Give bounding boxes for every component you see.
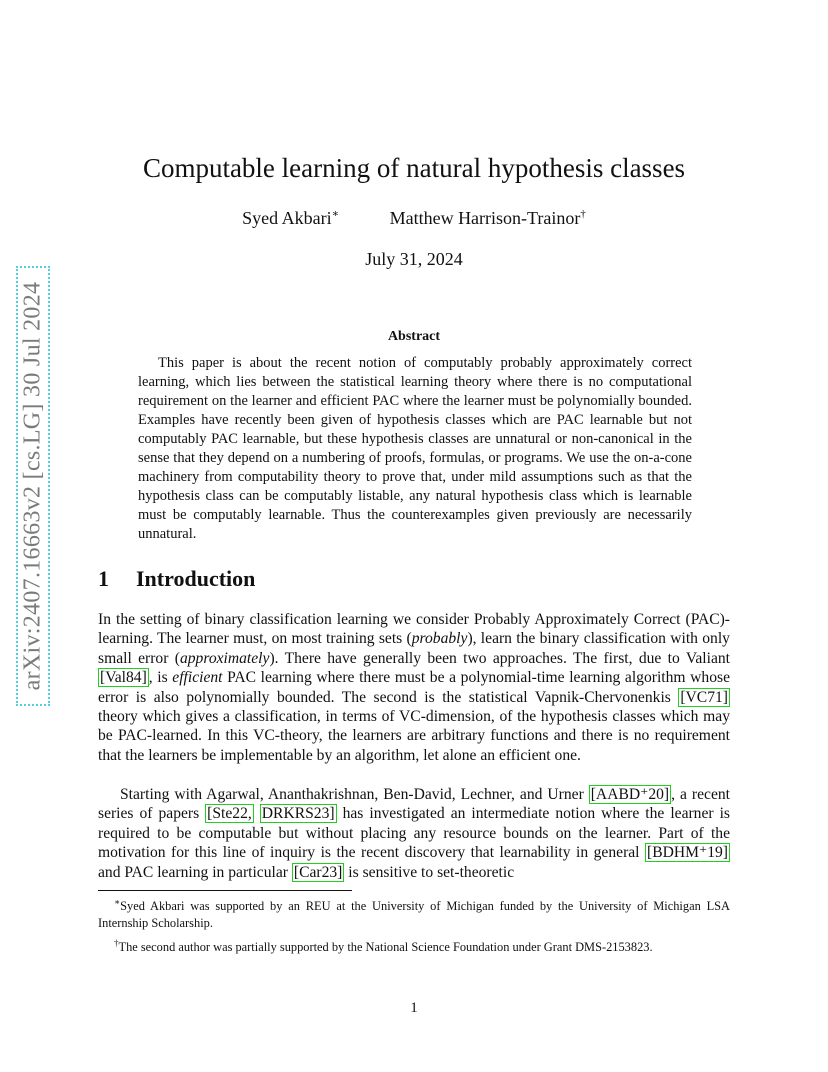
emphasis-efficient: efficient xyxy=(172,669,223,687)
text-run: is sensitive to set-theoretic xyxy=(344,863,515,881)
text-run: theory which gives a classification, in terms of VC-dimension, of the hypothesis classes which may be PAC-learned. In this VC-theory, the learners are arbitrary functions and there is no requirement that the learners be implementable by an algorithm, let alone an efficient one. xyxy=(98,708,730,764)
emphasis-probably: probably xyxy=(411,630,468,648)
text-run: ). There have generally been two approaches. The first, due to Valiant xyxy=(269,649,730,667)
section-title: Introduction xyxy=(136,566,256,591)
footnote-2 xyxy=(98,935,730,956)
text-run: , a recent series of papers xyxy=(98,786,730,823)
intro-paragraph-2 xyxy=(98,785,730,882)
footnote-mark: ∗ xyxy=(114,897,121,907)
text-run: , is xyxy=(148,669,173,687)
text-run: In the setting of binary classification learning we consider Probably Approximately Correct (PAC)-learning. The learner must, on most training sets ( xyxy=(98,611,730,648)
citation-link-drkrs23[interactable]: DRKRS23] xyxy=(261,805,335,823)
text-run: Starting with Agarwal, Ananthakrishnan, Ben-David, Lechner, and Urner xyxy=(120,786,589,803)
footnote-marker[interactable]: † xyxy=(580,208,586,220)
citation-link-car23[interactable]: [Car23] xyxy=(293,863,343,881)
citation-link-aabd20[interactable]: [AABD⁺20] xyxy=(590,786,670,803)
author-1 xyxy=(242,207,339,229)
abstract-heading: Abstract xyxy=(387,329,441,344)
paper-date: July 31, 2024 xyxy=(365,249,463,269)
author-name: Matthew Harrison-Trainor xyxy=(389,208,581,228)
text-run: has investigated an intermediate notion where the learner is required to be computable but without placing any resource bounds on the learner. Part of the motivation for this line of inquiry is the recent discovery that learnability in general xyxy=(98,805,730,862)
footnote-marker[interactable]: ∗ xyxy=(331,208,340,220)
paper-title: Computable learning of natural hypothesis classes xyxy=(142,153,686,183)
text-run: ), learn the binary classification with only small error ( xyxy=(98,630,730,667)
text-run: PAC learning where there must be a polynomial-time learning algorithm whose error is also polynomially bounded. The second is the statistical Vapnik-Chervonenkis xyxy=(98,669,730,706)
citation-link-vc71[interactable]: [VC71] xyxy=(680,688,728,706)
citation-link-ste22[interactable]: [Ste22, xyxy=(207,805,252,823)
author-list xyxy=(0,207,828,229)
text-run: and PAC learning in particular xyxy=(98,863,292,881)
page-number: 1 xyxy=(410,1000,418,1016)
section-number: 1 xyxy=(98,566,109,591)
intro-paragraph-1 xyxy=(98,610,730,765)
footnote-text: The second author was partially supported by the National Science Foundation under Grant DMS-2153823. xyxy=(118,940,653,955)
emphasis-approximately: approximately xyxy=(179,649,270,667)
footnote-rule xyxy=(98,890,352,891)
citation-link-bdhm19[interactable]: [BDHM⁺19] xyxy=(647,844,728,862)
footnote-1 xyxy=(98,894,730,932)
author-2 xyxy=(390,208,586,229)
footnote-text: Syed Akbari was supported by an REU at the University of Michigan funded by the University of Michigan LSA Internship Scholarship. xyxy=(98,899,730,931)
abstract-text: This paper is about the recent notion of computably probably approximately correct learning, which lies between the statistical learning theory where there is no computational requirement on the learner and efficient PAC where the learner must be polynomially bounded. Examples have recently been given of hypothesis classes which are PAC learnable but not computably PAC learnable, but these hypothesis classes are unnatural or non-canonical in the sense that they depend on a numbering of proofs, formulas, or programs. We use the on-a-cone machinery from computability theory to prove that, under mild assumptions such as that the hypothesis class can be computably listable, any natural hypothesis class which is learnable must be computably learnable. Thus the counterexamples given previously are necessarily unnatural. xyxy=(138,355,692,542)
citation-link-val84[interactable]: [Val84] xyxy=(100,669,147,687)
section-heading xyxy=(98,566,255,592)
arxiv-identifier: arXiv:2407.16663v2 [cs.LG] 30 Jul 2024 xyxy=(19,281,46,691)
footnotes xyxy=(98,894,730,959)
author-name: Syed Akbari xyxy=(242,208,332,228)
footnote-mark: † xyxy=(114,938,119,949)
